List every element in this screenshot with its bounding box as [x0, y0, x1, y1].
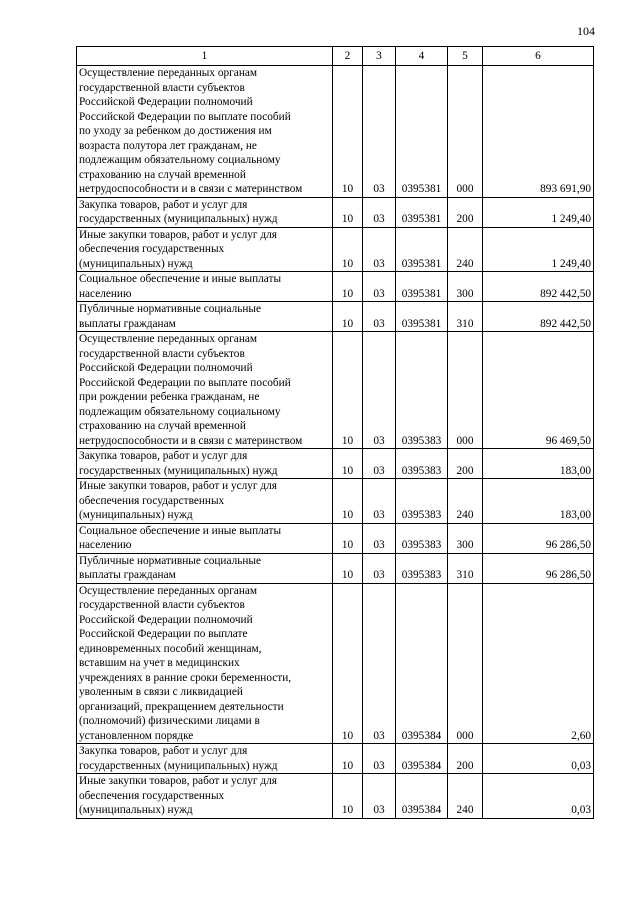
subsection-cell: 03 [363, 479, 396, 524]
item-name-cell: Осуществление переданных органам государственной власти субъектов Российской Федерации полномочий Российской Федерации по выплате единовременных пособий женщинам, вставшим на учет в медицинских учреждениях в ранние сроки беременности, уволенным в связи с ликвидацией организаций, прекращением деятельности (полномочий) физическими лицами в установленном порядке [77, 583, 333, 744]
table-row [77, 227, 594, 272]
table-row [77, 744, 594, 774]
target-article-cell: 0395381 [396, 197, 448, 227]
expense-type-cell: 200 [448, 449, 483, 479]
table-row [77, 66, 594, 198]
subsection-cell: 03 [363, 523, 396, 553]
subsection-cell: 03 [363, 66, 396, 198]
section-cell: 10 [333, 774, 363, 819]
amount-cell: 0,03 [483, 744, 594, 774]
target-article-cell: 0395383 [396, 523, 448, 553]
item-name-cell: Осуществление переданных органам государственной власти субъектов Российской Федерации полномочий Российской Федерации по выплате пособий по уходу за ребенком до достижения им возраста полутора лет гражданам, не подлежащим обязательному социальному страхованию на случай временной нетрудоспособности и в связи с материнством [77, 66, 333, 198]
subsection-cell: 03 [363, 449, 396, 479]
expense-type-cell: 310 [448, 302, 483, 332]
subsection-cell: 03 [363, 774, 396, 819]
table-row [77, 302, 594, 332]
column-header: 3 [363, 47, 396, 66]
item-name-cell: Закупка товаров, работ и услуг для государственных (муниципальных) нужд [77, 744, 333, 774]
item-name-cell: Социальное обеспечение и иные выплаты населению [77, 523, 333, 553]
target-article-cell: 0395384 [396, 744, 448, 774]
expense-type-cell: 200 [448, 744, 483, 774]
subsection-cell: 03 [363, 227, 396, 272]
expense-type-cell: 200 [448, 197, 483, 227]
section-cell: 10 [333, 583, 363, 744]
subsection-cell: 03 [363, 197, 396, 227]
target-article-cell: 0395381 [396, 66, 448, 198]
amount-cell: 2,60 [483, 583, 594, 744]
section-cell: 10 [333, 332, 363, 449]
target-article-cell: 0395381 [396, 272, 448, 302]
table-row [77, 774, 594, 819]
item-name-cell: Иные закупки товаров, работ и услуг для обеспечения государственных (муниципальных) нужд [77, 227, 333, 272]
subsection-cell: 03 [363, 744, 396, 774]
budget-table [76, 46, 594, 819]
section-cell: 10 [333, 523, 363, 553]
page-number: 104 [577, 24, 595, 38]
table-row [77, 272, 594, 302]
expense-type-cell: 310 [448, 553, 483, 583]
item-name-cell: Иные закупки товаров, работ и услуг для обеспечения государственных (муниципальных) нужд [77, 479, 333, 524]
section-cell: 10 [333, 302, 363, 332]
section-cell: 10 [333, 197, 363, 227]
item-name-cell: Осуществление переданных органам государственной власти субъектов Российской Федерации полномочий Российской Федерации по выплате пособий при рождении ребенка гражданам, не подлежащим обязательному социальному страхованию на случай временной нетрудоспособности и в связи с материнством [77, 332, 333, 449]
section-cell: 10 [333, 479, 363, 524]
target-article-cell: 0395384 [396, 583, 448, 744]
amount-cell: 96 469,50 [483, 332, 594, 449]
column-header: 6 [483, 47, 594, 66]
item-name-cell: Социальное обеспечение и иные выплаты населению [77, 272, 333, 302]
expense-type-cell: 240 [448, 227, 483, 272]
table-row [77, 553, 594, 583]
item-name-cell: Закупка товаров, работ и услуг для государственных (муниципальных) нужд [77, 449, 333, 479]
target-article-cell: 0395381 [396, 302, 448, 332]
amount-cell: 892 442,50 [483, 272, 594, 302]
table-row [77, 449, 594, 479]
item-name-cell: Закупка товаров, работ и услуг для государственных (муниципальных) нужд [77, 197, 333, 227]
amount-cell: 0,03 [483, 774, 594, 819]
expense-type-cell: 300 [448, 523, 483, 553]
table-body [77, 66, 594, 819]
table-row [77, 583, 594, 744]
item-name-cell: Публичные нормативные социальные выплаты гражданам [77, 553, 333, 583]
section-cell: 10 [333, 553, 363, 583]
column-header: 4 [396, 47, 448, 66]
table-row [77, 197, 594, 227]
target-article-cell: 0395381 [396, 227, 448, 272]
target-article-cell: 0395383 [396, 332, 448, 449]
target-article-cell: 0395383 [396, 449, 448, 479]
amount-cell: 183,00 [483, 479, 594, 524]
column-header: 1 [77, 47, 333, 66]
section-cell: 10 [333, 227, 363, 272]
section-cell: 10 [333, 449, 363, 479]
column-header: 2 [333, 47, 363, 66]
amount-cell: 1 249,40 [483, 227, 594, 272]
table-row [77, 332, 594, 449]
expense-type-cell: 000 [448, 332, 483, 449]
amount-cell: 96 286,50 [483, 523, 594, 553]
expense-type-cell: 300 [448, 272, 483, 302]
subsection-cell: 03 [363, 272, 396, 302]
target-article-cell: 0395384 [396, 774, 448, 819]
table-row [77, 523, 594, 553]
subsection-cell: 03 [363, 302, 396, 332]
section-cell: 10 [333, 272, 363, 302]
amount-cell: 892 442,50 [483, 302, 594, 332]
column-header: 5 [448, 47, 483, 66]
expense-type-cell: 240 [448, 774, 483, 819]
expense-type-cell: 000 [448, 583, 483, 744]
section-cell: 10 [333, 66, 363, 198]
item-name-cell: Иные закупки товаров, работ и услуг для обеспечения государственных (муниципальных) нужд [77, 774, 333, 819]
subsection-cell: 03 [363, 332, 396, 449]
target-article-cell: 0395383 [396, 479, 448, 524]
target-article-cell: 0395383 [396, 553, 448, 583]
subsection-cell: 03 [363, 553, 396, 583]
amount-cell: 96 286,50 [483, 553, 594, 583]
amount-cell: 1 249,40 [483, 197, 594, 227]
amount-cell: 893 691,90 [483, 66, 594, 198]
table-row [77, 479, 594, 524]
section-cell: 10 [333, 744, 363, 774]
amount-cell: 183,00 [483, 449, 594, 479]
expense-type-cell: 240 [448, 479, 483, 524]
table-header-row [77, 47, 594, 66]
expense-type-cell: 000 [448, 66, 483, 198]
subsection-cell: 03 [363, 583, 396, 744]
item-name-cell: Публичные нормативные социальные выплаты гражданам [77, 302, 333, 332]
